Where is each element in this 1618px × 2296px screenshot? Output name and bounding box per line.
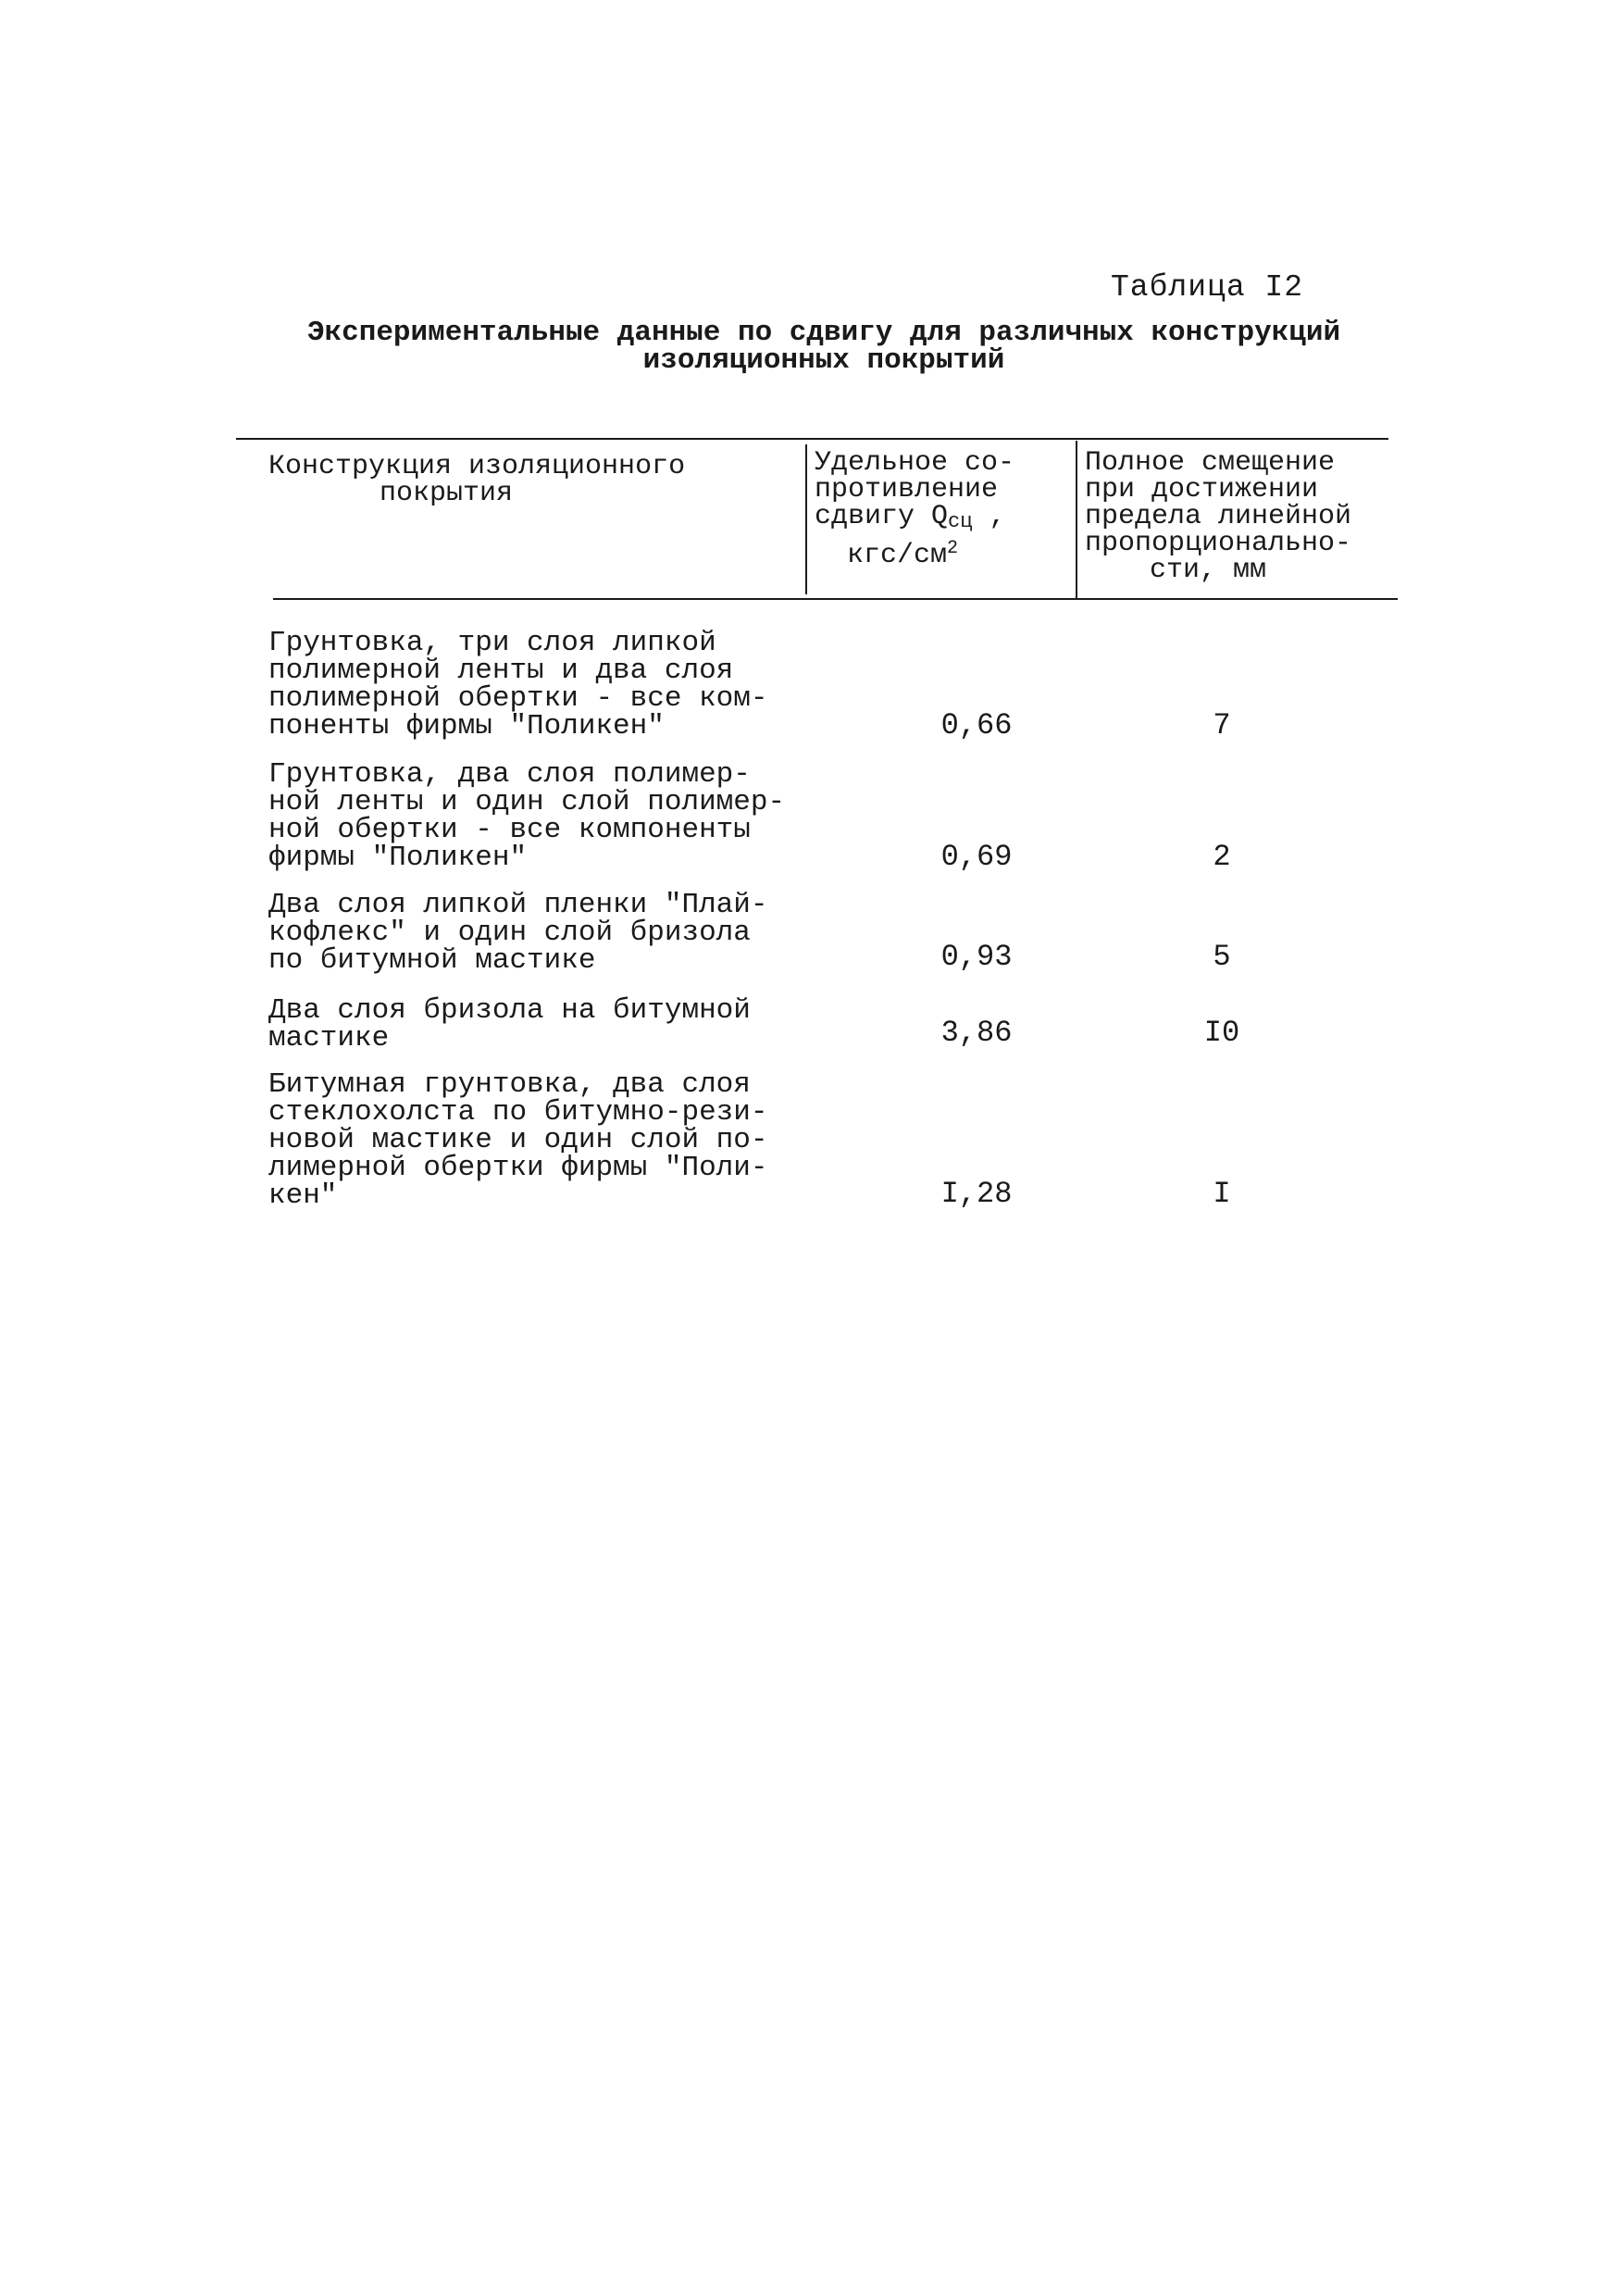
table-header-bottom-rule: [273, 598, 1398, 600]
header-displacement-line4: пропорциональнo-: [1085, 528, 1352, 559]
header-resistance-line1: Удельное со-: [815, 447, 1015, 479]
header-displacement-line3: предела линейной: [1085, 501, 1352, 532]
table-title-line2: изоляционных покрытий: [642, 344, 1005, 377]
row-description: Битумная грунтовка, два слоя стеклохолста по битумно-рези- новой мастике и один слой по- лимерной обертки фирмы "Поли- кен": [268, 1068, 768, 1212]
row-displacement-value: 5: [1213, 940, 1231, 974]
header-resistance-unit-sup: 2: [947, 538, 959, 559]
header-resistance-unit-text: кгс/см: [847, 540, 948, 571]
row-displacement-value: I: [1213, 1177, 1231, 1211]
header-resistance-symbol: Q: [931, 501, 949, 532]
table-top-rule: [236, 438, 1388, 440]
table-number: Таблица I2: [1111, 270, 1304, 305]
header-construction-line1: Конструкция изоляционного: [268, 451, 686, 482]
column-divider-1: [805, 444, 807, 594]
header-displacement-line5: сти, мм: [1150, 555, 1267, 586]
row-displacement-value: 7: [1213, 708, 1231, 742]
row-resistance-value: 3,86: [940, 1016, 1013, 1050]
table-title-line1: Экспериментальные данные по сдвигу для различных конструкций: [306, 317, 1341, 349]
row-description: Грунтовка, три слоя липкой полимерной ленты и два слоя полимерной обертки - все ком- поненты фирмы "Поликен": [268, 627, 768, 742]
row-resistance-value: I,28: [940, 1177, 1013, 1211]
header-construction-line2: покрытия: [380, 478, 514, 509]
header-resistance: [815, 447, 1083, 571]
row-description: Два слоя липкой пленки "Плай- кофлекс" и один слой бризола по битумной мастике: [268, 889, 768, 977]
header-resistance-line3-tail: ,: [972, 501, 1006, 532]
row-resistance-value: 0,93: [940, 940, 1013, 974]
row-displacement-value: 2: [1213, 840, 1231, 874]
header-construction: [268, 451, 778, 509]
header-displacement: [1085, 447, 1390, 586]
header-resistance-subscript: сц: [948, 510, 973, 533]
header-displacement-line2: при достижении: [1085, 474, 1319, 505]
header-resistance-line3-text: сдвигу: [815, 501, 932, 532]
header-resistance-unit: [815, 535, 1083, 569]
row-displacement-value: I0: [1203, 1016, 1240, 1050]
header-resistance-line3: [815, 501, 1083, 535]
row-resistance-value: 0,66: [940, 708, 1013, 742]
row-description: Грунтовка, два слоя полимер- ной ленты и один слой полимер- ной обертки - все компоненты фирмы "Поликен": [268, 758, 786, 874]
row-resistance-value: 0,69: [940, 840, 1013, 874]
header-resistance-line2: противление: [815, 474, 999, 505]
table-title: [231, 319, 1416, 375]
row-description: Два слоя бризола на битумной мастике: [268, 994, 751, 1054]
header-displacement-line1: Полное смещение: [1085, 447, 1336, 479]
